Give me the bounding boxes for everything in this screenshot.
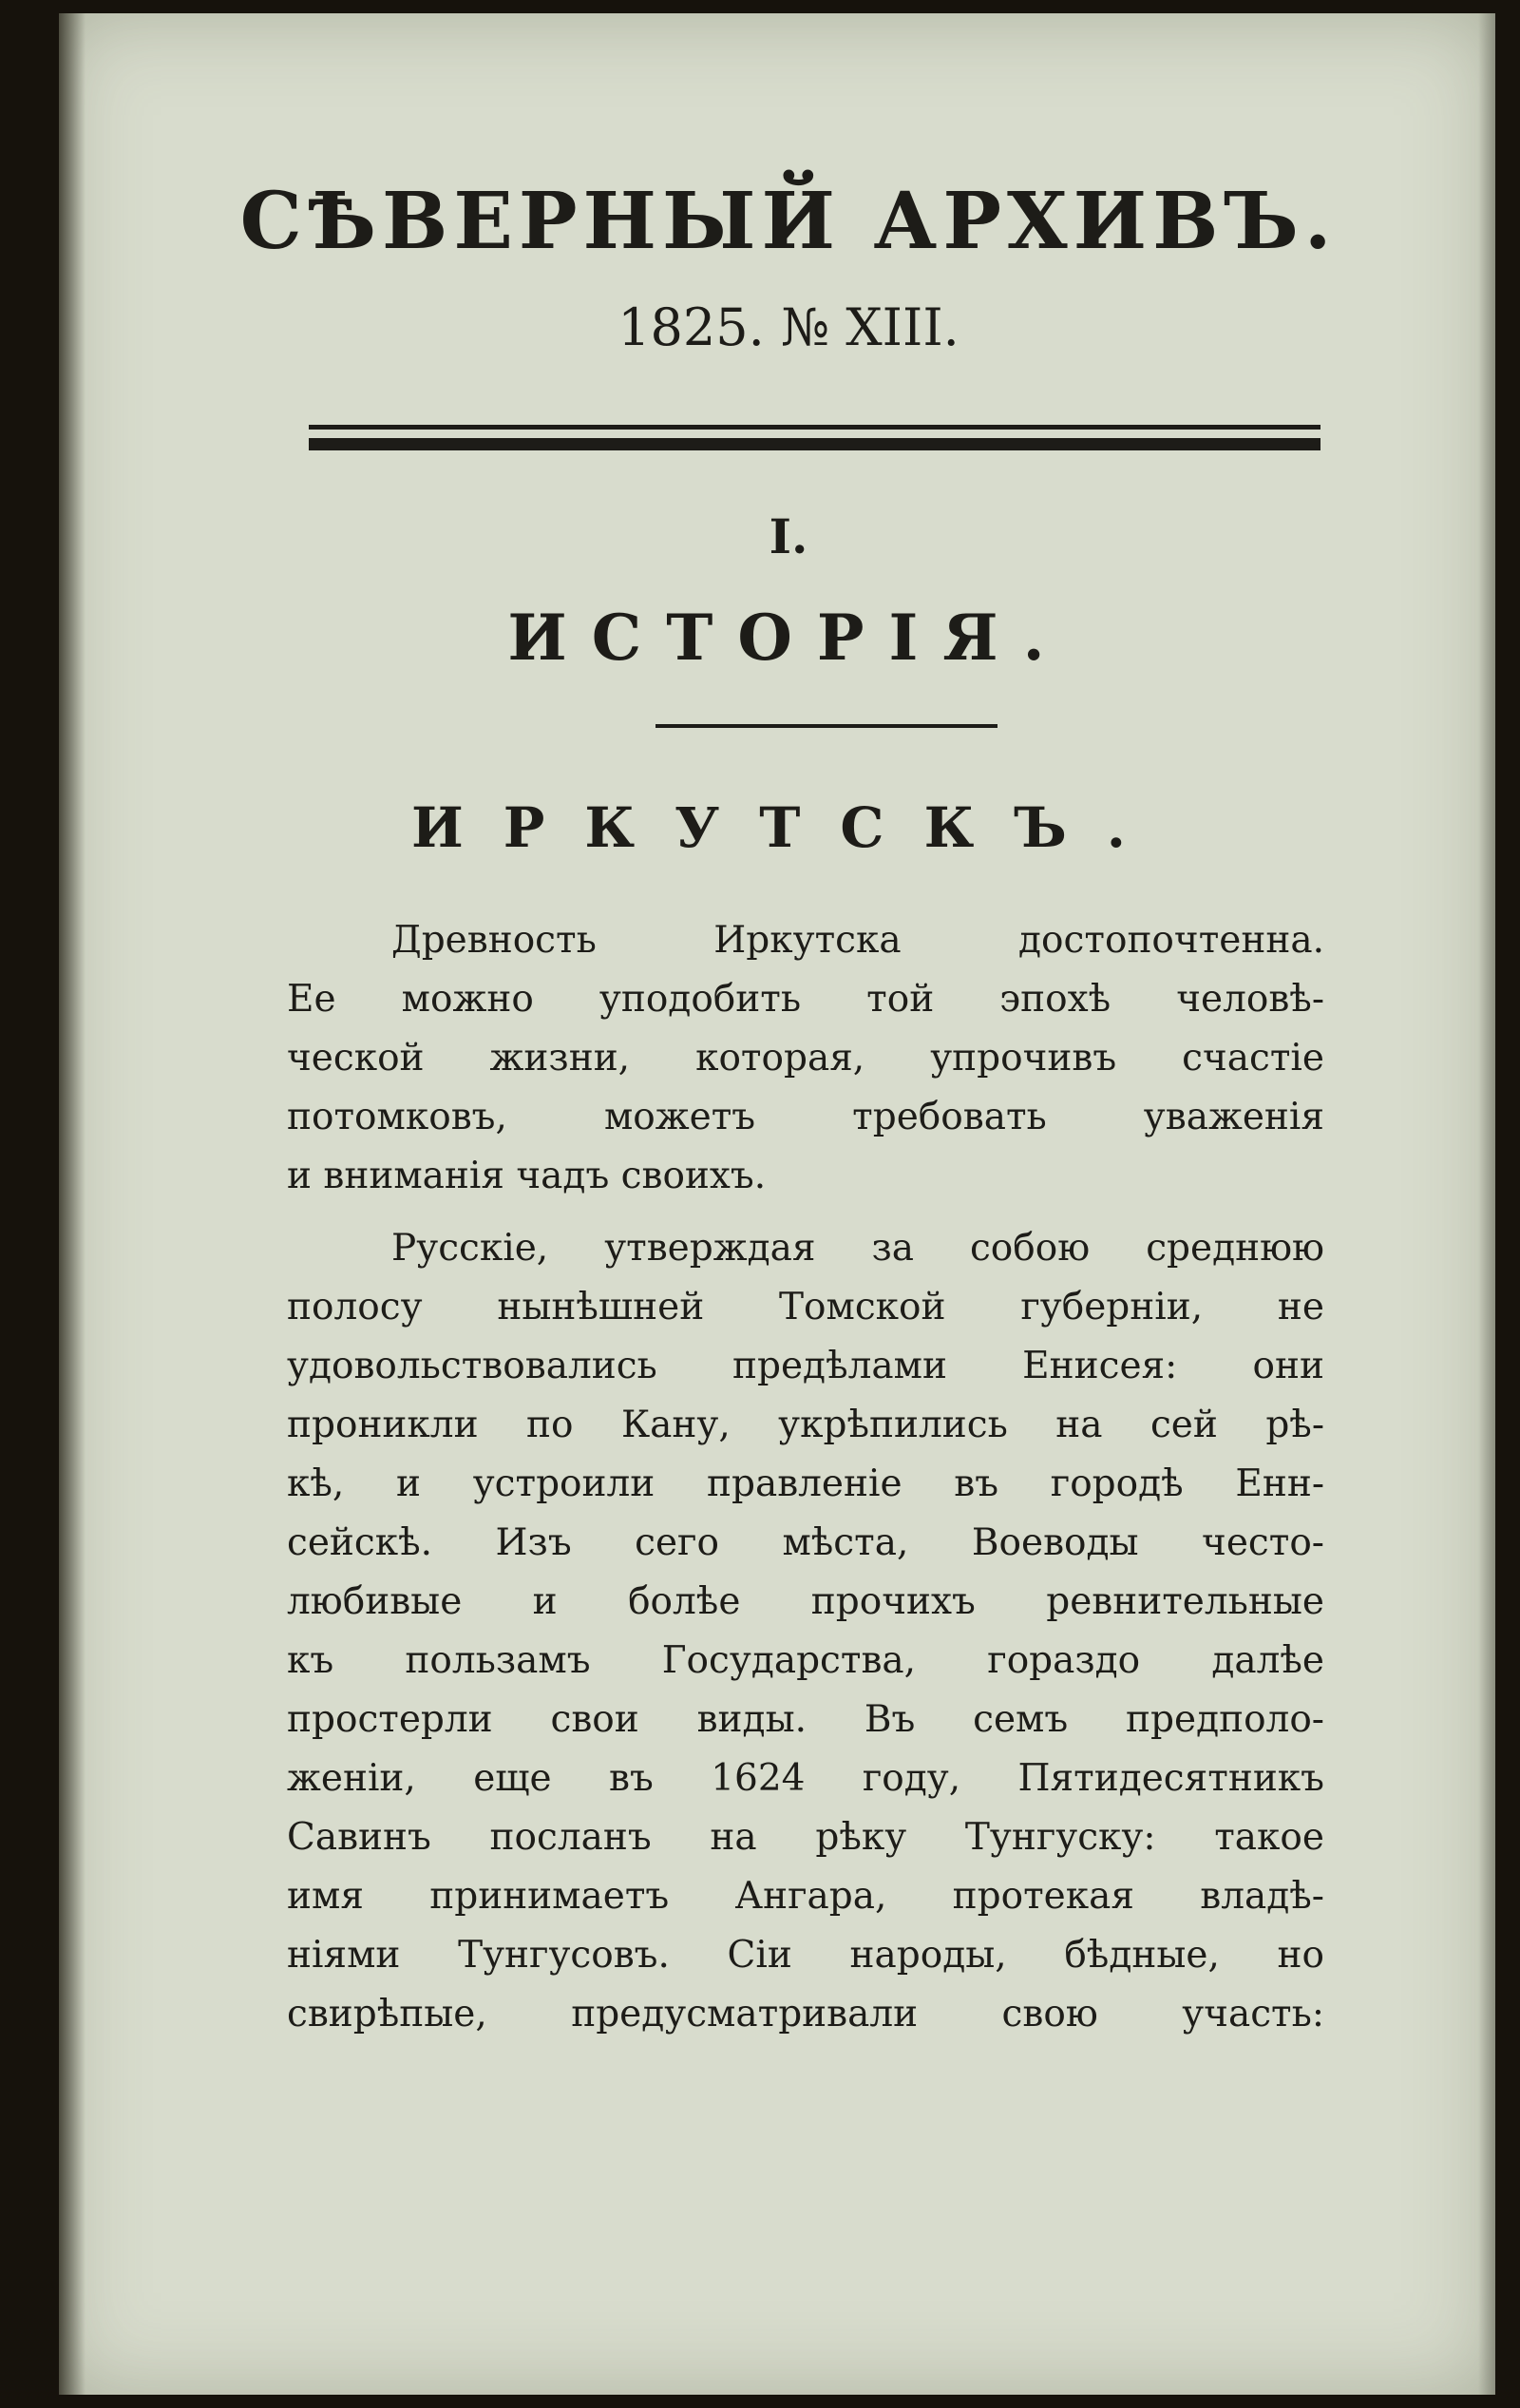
gutter-shadow — [59, 13, 86, 2395]
body-line: ніями Тунгусовъ. Сіи народы, бѣдные, но — [287, 1934, 1324, 1977]
journal-title: СѢВЕРНЫЙ АРХИВЪ. — [239, 176, 1338, 267]
body-line: Русскіе, утверждая за собою среднюю — [391, 1227, 1324, 1270]
body-line: Савинъ посланъ на рѣку Тунгуску: такое — [287, 1816, 1324, 1859]
body-line: полосу нынѣшней Томской губерніи, не — [287, 1286, 1324, 1328]
section-title: ИСТОРІЯ. — [507, 601, 1070, 675]
body-line: ческой жизни, которая, упрочивъ счастіе — [287, 1037, 1324, 1080]
issue-number: 1825. № XIII. — [618, 297, 960, 357]
body-line: проникли по Кану, укрѣпились на сей рѣ- — [287, 1404, 1324, 1446]
body-line: свирѣпые, предусматривали свою участь: — [287, 1993, 1324, 2035]
body-line: Ее можно уподобить той эпохѣ человѣ- — [287, 978, 1324, 1021]
body-line: Древность Иркутска достопочтенна. — [391, 919, 1324, 962]
section-divider — [656, 724, 998, 728]
body-line: сейскѣ. Изъ сего мѣста, Воеводы често- — [287, 1521, 1324, 1564]
body-line: къ пользамъ Государства, гораздо далѣе — [287, 1639, 1324, 1682]
page-edge — [1478, 13, 1495, 2395]
body-line: имя принимаетъ Ангара, протекая владѣ- — [287, 1875, 1324, 1918]
body-line: кѣ, и устроили правленіе въ городѣ Енн- — [287, 1462, 1324, 1505]
header-rule-thick — [309, 438, 1320, 450]
body-line: простерли свои виды. Въ семъ предполо- — [287, 1698, 1324, 1741]
section-number: I. — [769, 508, 808, 564]
body-line: и вниманія чадъ своихъ. — [287, 1155, 767, 1197]
body-line: любивые и болѣе прочихъ ревнительные — [287, 1580, 1324, 1623]
article-title: ИРКУТСКЪ. — [411, 795, 1166, 860]
body-line: удовольствовались предѣлами Енисея: они — [287, 1345, 1324, 1387]
body-line: потомковъ, можетъ требовать уваженія — [287, 1096, 1324, 1138]
header-rule-thin — [309, 425, 1320, 430]
body-line: женіи, еще въ 1624 году, Пятидесятникъ — [287, 1757, 1324, 1800]
